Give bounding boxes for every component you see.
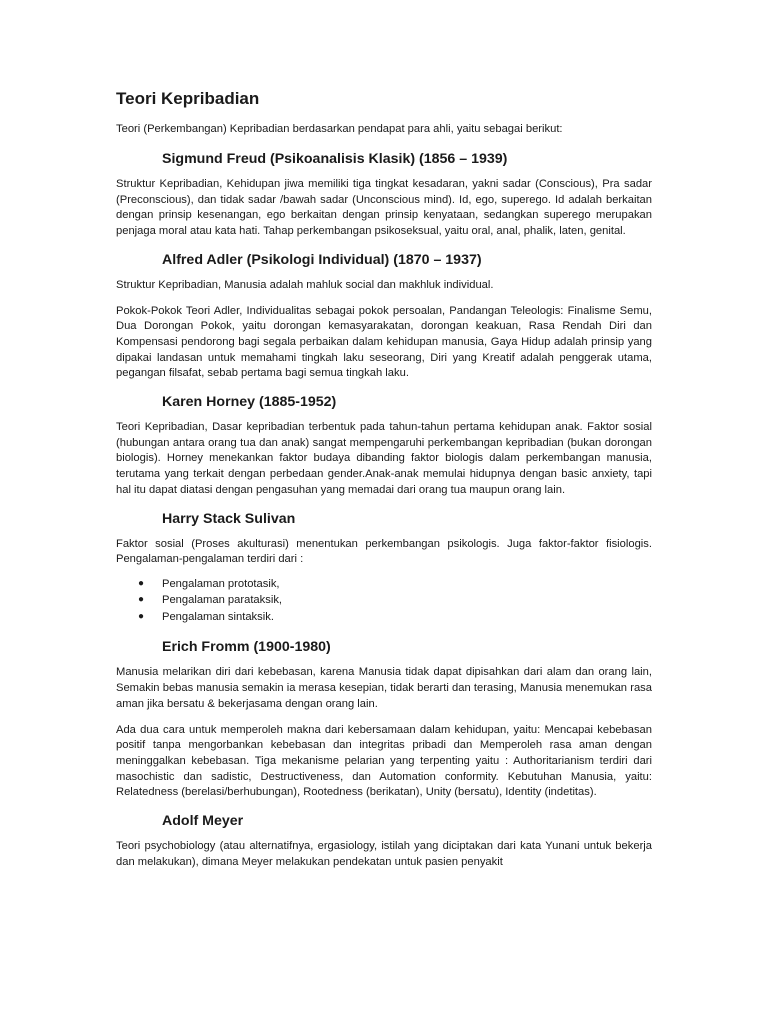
section-paragraph-horney-1: Teori Kepribadian, Dasar kepribadian terbentuk pada tahun-tahun pertama kehidupan anak. Faktor sosial (hubungan antara orang tua dan anak) sangat mempengaruhi perkembangan kepribadian (bukan dorongan biologis). Horney menekankan faktor budaya dibanding faktor biologis dalam perkembangan manusia, terutama yang terkait dengan perbedaan gender.Anak-anak memulai hidupnya dengan basic anxiety, tapi hal itu dapat diatasi dengan pengasuhan yang memadai dari orang tua maupun orang lain. bbox=[116, 421, 652, 496]
bullet-icon: ● bbox=[138, 577, 145, 589]
section-heading-horney: Karen Horney (1885-1952) bbox=[162, 394, 337, 411]
document-title: Teori Kepribadian bbox=[116, 89, 260, 108]
section-heading-freud: Sigmund Freud (Psikoanalisis Klasik) (1856 – 1939) bbox=[162, 151, 508, 167]
section-paragraph-freud-1: Struktur Kepribadian, Kehidupan jiwa memiliki tiga tingkat kesadaran, yakni sadar (Conscious), Pra sadar (Preconscious), dan tidak sadar /bawah sadar (Unconscious mind). Id, ego, superego. Id adalah berkaitan dengan prinsip kesenangan, ego berkaitan dengan prinsip kenyataan, sedangkan superego merupakan penjaga moral atau kata hati. Tahap perkembangan psikoseksual, yaitu oral, anal, phalik, laten, genital. bbox=[116, 178, 652, 238]
list-item-text: Pengalaman parataksik, bbox=[162, 594, 283, 607]
section-heading-fromm: Erich Fromm (1900-1980) bbox=[162, 639, 331, 656]
list-item-text: Pengalaman prototasik, bbox=[162, 577, 280, 590]
list-item bbox=[116, 592, 652, 609]
section-paragraph-fromm-1: Manusia melarikan diri dari kebebasan, karena Manusia tidak dapat dipisahkan dari alam dan orang lain, Semakin bebas manusia semakin ia merasa kesepian, tidak berarti dan terasing, Manusia menemukan rasa aman jika bersatu & bekerjasama dengan orang lain. bbox=[116, 666, 652, 710]
section-paragraph-adler-1: Struktur Kepribadian, Manusia adalah mahluk social dan makhluk individual. bbox=[116, 278, 494, 291]
list-item bbox=[116, 576, 652, 593]
document-intro: Teori (Perkembangan) Kepribadian berdasarkan pendapat para ahli, yaitu sebagai berikut: bbox=[116, 123, 563, 135]
section-paragraph-meyer-1: Teori psychobiology (atau alternatifnya, ergasiology, istilah yang diciptakan dari kata Yunani untuk bekerja dan melakukan), dimana Meyer melakukan pendekatan untuk pasien penyakit bbox=[116, 840, 652, 868]
section-paragraph-sulivan-1: Faktor sosial (Proses akulturasi) menentukan perkembangan psikologis. Juga faktor-faktor fisiologis. Pengalaman-pengalaman terdiri dari : bbox=[116, 537, 652, 566]
bullet-icon: ● bbox=[138, 610, 145, 622]
bullet-icon: ● bbox=[138, 594, 145, 606]
list-item-text: Pengalaman sintaksik. bbox=[162, 610, 274, 623]
bullet-list-pengalaman bbox=[116, 576, 652, 626]
list-item bbox=[116, 609, 652, 626]
section-heading-adler: Alfred Adler (Psikologi Individual) (1870 – 1937) bbox=[162, 251, 482, 268]
section-paragraph-fromm-2: Ada dua cara untuk memperoleh makna dari kebersamaan dalam kehidupan, yaitu: Mencapai kebebasan positif tanpa mengorbankan kebebasan dan integritas pribadi dan Memperoleh rasa aman dengan meninggalkan kebebasan. Tiga mekanisme pelarian yang terpenting yaitu : Authoritarianism terdiri dari masochistic dan sadistic, Destructiveness, dan Automation conformity. Kebutuhan Manusia, yaitu: Relatedness (berelasi/berhubungan), Rootedness (berikatan), Unity (bersatu), Identity (indetitas). bbox=[116, 723, 652, 799]
section-paragraph-adler-2: Pokok-Pokok Teori Adler, Individualitas sebagai pokok persoalan, Pandangan Teleologis: Finalisme Semu, Dua Dorongan Pokok, yaitu dorongan kemasyarakatan, dorongan keakuan, Rasa Rendah Diri dan Kompensasi pendorong bagi segala perbaikan dalam kehidupan manusia, Gaya Hidup adalah prinsip yang dipakai landasan untuk memahami tingkah laku seseorang, Diri yang Kreatif adalah penggerak utama, pegangan filsafat, sebab pertama bagi semua tingkah laku. bbox=[116, 304, 652, 380]
section-heading-meyer: Adolf Meyer bbox=[162, 813, 244, 830]
section-heading-sulivan: Harry Stack Sulivan bbox=[162, 510, 296, 527]
